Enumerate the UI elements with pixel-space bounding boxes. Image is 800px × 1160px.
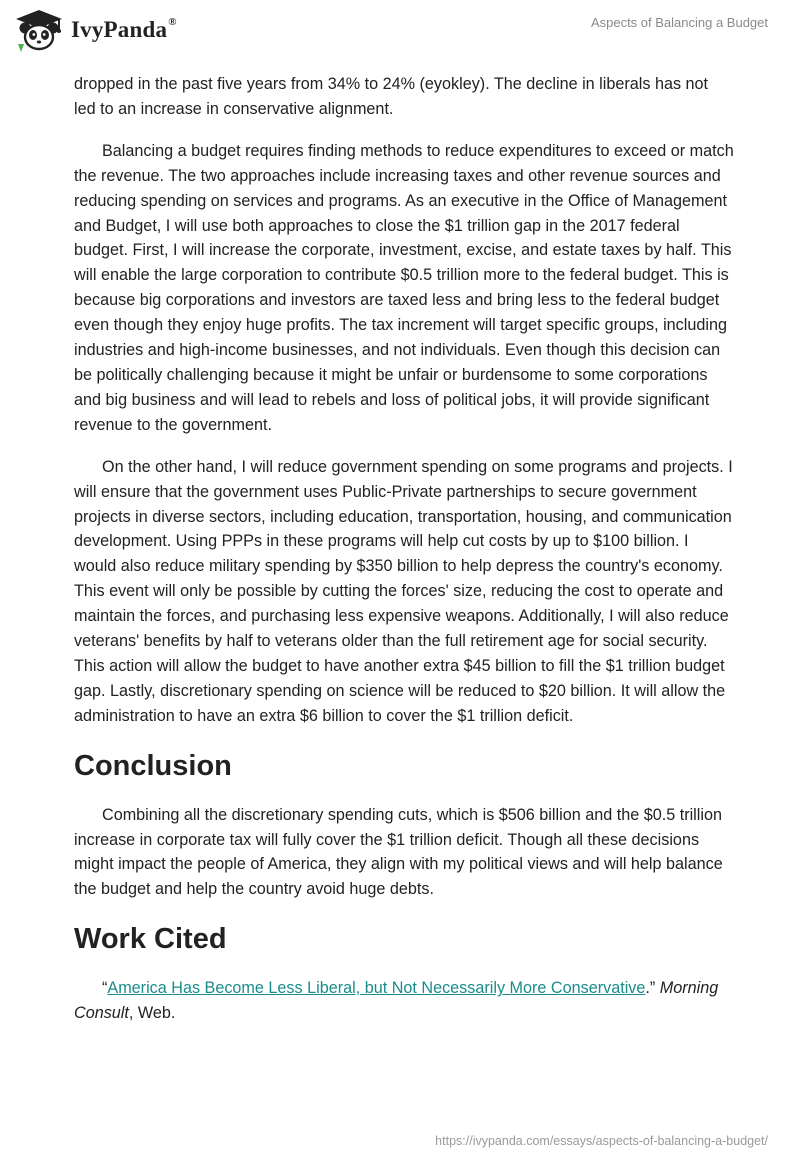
essay-body [74,72,734,1043]
footer-url[interactable]: https://ivypanda.com/essays/aspects-of-balancing-a-budget/ [435,1134,768,1148]
work-cited-heading: Work Cited [74,923,227,956]
citation-link[interactable]: America Has Become Less Liberal, but Not Necessarily More Conservative [107,979,646,998]
paragraph-3: On the other hand, I will reduce government spending on some programs and projects. I will ensure that the government uses Public-Private partnerships to secure government projects in diverse sectors, including education, transportation, housing, and communication development. Using PPPs in these programs will help cut costs by up to $100 billion. I would also reduce military spending by $350 billion to help depress the country's economy. This event will only be possible by cutting the forces' size, reducing the cost to operate and maintain the forces, and purchasing less expensive weapons. Additionally, I will also reduce veterans' benefits by half to veterans older than the full retirement age for social security. This action will allow the budget to have another extra $45 billion to fill the $1 trillion budget gap. Lastly, discretionary spending on science will be reduced to $20 billion. It will allow the administration to have an extra $6 billion to cover the $1 trillion deficit. [74,457,733,725]
ivypanda-logo[interactable] [14,8,177,52]
page-header [0,0,800,70]
citation-entry: “America Has Become Less Liberal, but Not Necessarily More Conservative.” Morning Consult, Web. [74,979,719,1023]
citation-source: Morning Consult [74,979,719,1023]
conclusion-heading: Conclusion [74,749,232,782]
document-title: Aspects of Balancing a Budget [590,15,768,30]
paragraph-1: dropped in the past five years from 34% to 24% (eyokley). The decline in liberals has not led to an increase in conservative alignment. [74,75,709,118]
conclusion-paragraph: Combining all the discretionary spending cuts, which is $506 billion and the $0.5 trillion increase in corporate tax will fully cover the $1 trillion deficit. Though all these decisions might impact the people of America, they align with my political views and will help balance the budget and help the country avoid huge debts. [74,805,723,899]
logo-text: IvyPanda® [71,16,177,42]
paragraph-2: Balancing a budget requires finding methods to reduce expenditures to exceed or match the revenue. The two approaches include increasing taxes and other revenue sources and reducing spending on services and programs. As an executive in the Office of Management and Budget, I will use both approaches to close the $1 trillion gap in the 2017 federal budget. First, I will increase the corporate, investment, excise, and estate taxes by half. This will enable the large corporation to contribute $0.5 trillion more to the federal budget. This is because big corporations and investors are taxed less and bring less to the federal budget even though they enjoy huge profits. The tax increment will target specific groups, including industries and high-income businesses, and not individuals. Even though this decision can be politically challenging because it might be unfair or burdensome to some corporations and big business and will lead to rebels and loss of political jobs, it will provide significant revenue to the government. [74,141,734,434]
panda-graduate-icon [14,8,64,52]
